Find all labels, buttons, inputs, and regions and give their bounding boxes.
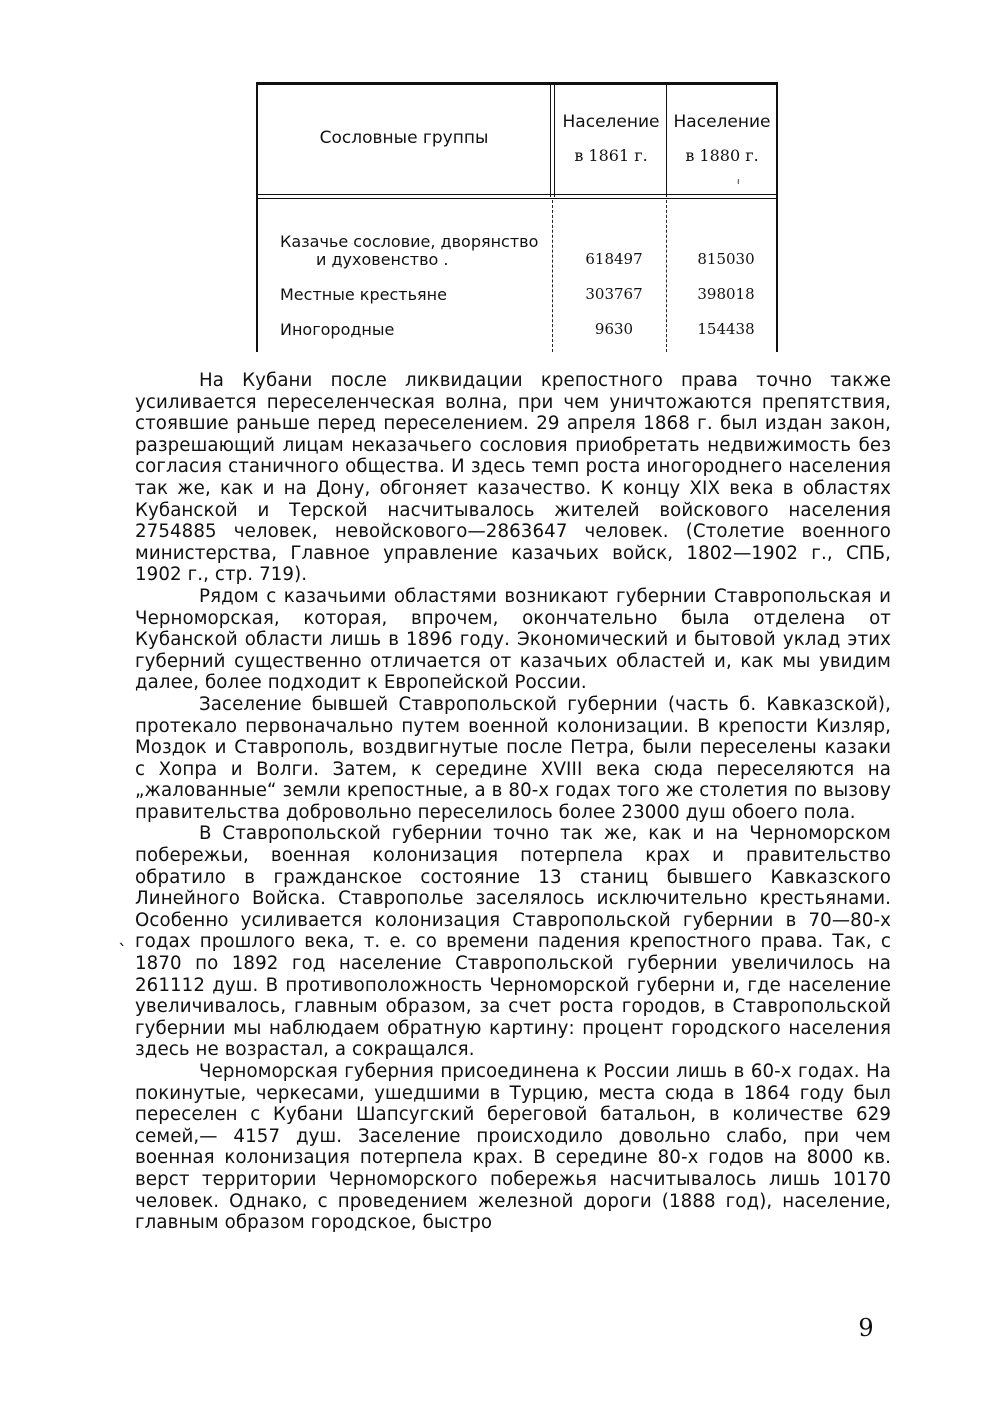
table-cell-1880: 398018 <box>697 285 755 303</box>
paragraph: Черноморская губерния присоединена к России лишь в 60-х годах. На покинутые, черкесами, ушедшими в Турцию, места сюда в 1864 году был переселен с Кубани Шапсугский береговой батальон, в количестве 629 семей,— 4157 душ. Заселение происходило довольно слабо, при чем военная колонизация потерпела крах. В середине 80-х годов на 8000 кв. верст территории Черноморского побережья насчитывалось лишь 10170 человек. Однако, с проведением железной дороги (1888 год), население, главным образом городское, быстро <box>135 1061 891 1234</box>
table-cell-1861: 618497 <box>585 250 643 268</box>
page-number: 9 <box>858 1314 874 1342</box>
header-1880-year: в 1880 г. <box>685 146 759 165</box>
header-1861-year: в 1861 г. <box>574 146 648 165</box>
paragraph: Рядом с казачьими областями возникают губернии Ставропольская и Черноморская, которая, впрочем, окончательно была отделена от Кубанской области лишь в 1896 году. Экономический и бытовой уклад этих губерний существенно отличается от казачьих областей и, как мы увидим далее, более подходит к Европейской России. <box>135 585 891 694</box>
table-cell-1861: 303767 <box>585 285 643 303</box>
margin-mark: ˎ <box>118 926 127 947</box>
table-dashed-divider <box>552 200 553 352</box>
table-row-label: Казачье сословие, дворянство <box>280 232 539 251</box>
body-text <box>135 370 891 1234</box>
paragraph: В Ставропольской губернии точно так же, как и на Черноморском побережьи, военная колонизация потерпела крах и правительство обратило в гражданское состояние 13 станиц бывшего Кавказского Линейного Войска. Ставрополье заселялось исключительно крестьянами. Особенно усиливается колонизация Ставропольской губернии в 70—80-х годах прошлого века, т. е. со времени падения крепостного права. Так, с 1870 по 1892 год население Ставропольской губернии увеличилось на 261112 душ. В противоположность Черноморской губерни и, где население увеличивалось, главным образом, за счет роста городов, в Ставропольской губернии мы наблюдаем обратную картину: процент городского населения здесь не возрастал, а сокращался. <box>135 823 891 1061</box>
table-left-border <box>256 85 258 352</box>
table-row-label: Иногородные <box>280 320 395 339</box>
table-column-divider <box>550 85 551 197</box>
header-divider-line <box>256 194 778 195</box>
header-group: Сословные группы <box>319 128 489 148</box>
table-dashed-divider <box>666 200 667 352</box>
table-right-border <box>776 85 778 352</box>
table-cell-1880: 154438 <box>697 320 755 338</box>
paragraph: На Кубани после ликвидации крепостного права точно также усиливается переселенческая волна, при чем уничтожаются препятствия, стоявшие раньше перед переселением. 29 апреля 1868 г. был издан закон, разрешающий лицам неказачьего сословия приобретать недвижимость без согласия станичного общества. И здесь темп роста иногороднего населения так же, как и на Дону, обгоняет казачество. К концу XIX века в областях Кубанской и Терской насчитывалось жителей войскового населения 2754885 человек, невойскового—2863647 человек. (Столетие военного министерства, Главное управление казачьих войск, 1802—1902 г., СПБ, 1902 г., стр. 719). <box>135 370 891 586</box>
table-top-rule <box>256 82 778 85</box>
table-cell-1880: 815030 <box>697 250 755 268</box>
header-1880-title: Население <box>673 112 771 132</box>
table-column-divider <box>666 85 667 197</box>
population-table <box>256 82 778 352</box>
table-cell-1861: 9630 <box>594 320 634 338</box>
table-column-divider <box>554 85 555 197</box>
header-1861-title: Население <box>562 112 660 132</box>
paragraph: Заселение бывшей Ставропольской губернии (часть б. Кавказской), протекало первоначально путем военной колонизации. В крепости Кизляр, Моздок и Ставрополь, воздвигнутые после Петра, были переселены казаки с Хопра и Волги. Затем, к середине XVIII века сюда переселяются на „жалованные“ земли крепостные, а в 80-х годах того же столетия по вызову правительства добровольно переселилось более 23000 душ обоего пола. <box>135 693 891 823</box>
table-row-label: Местные крестьяне <box>280 285 447 304</box>
print-speck: ı <box>737 177 740 187</box>
table-row-label-cont: и духовенство . <box>316 250 449 269</box>
header-divider-line <box>256 198 778 199</box>
header-1861 <box>556 112 666 166</box>
header-1880 <box>668 112 776 166</box>
